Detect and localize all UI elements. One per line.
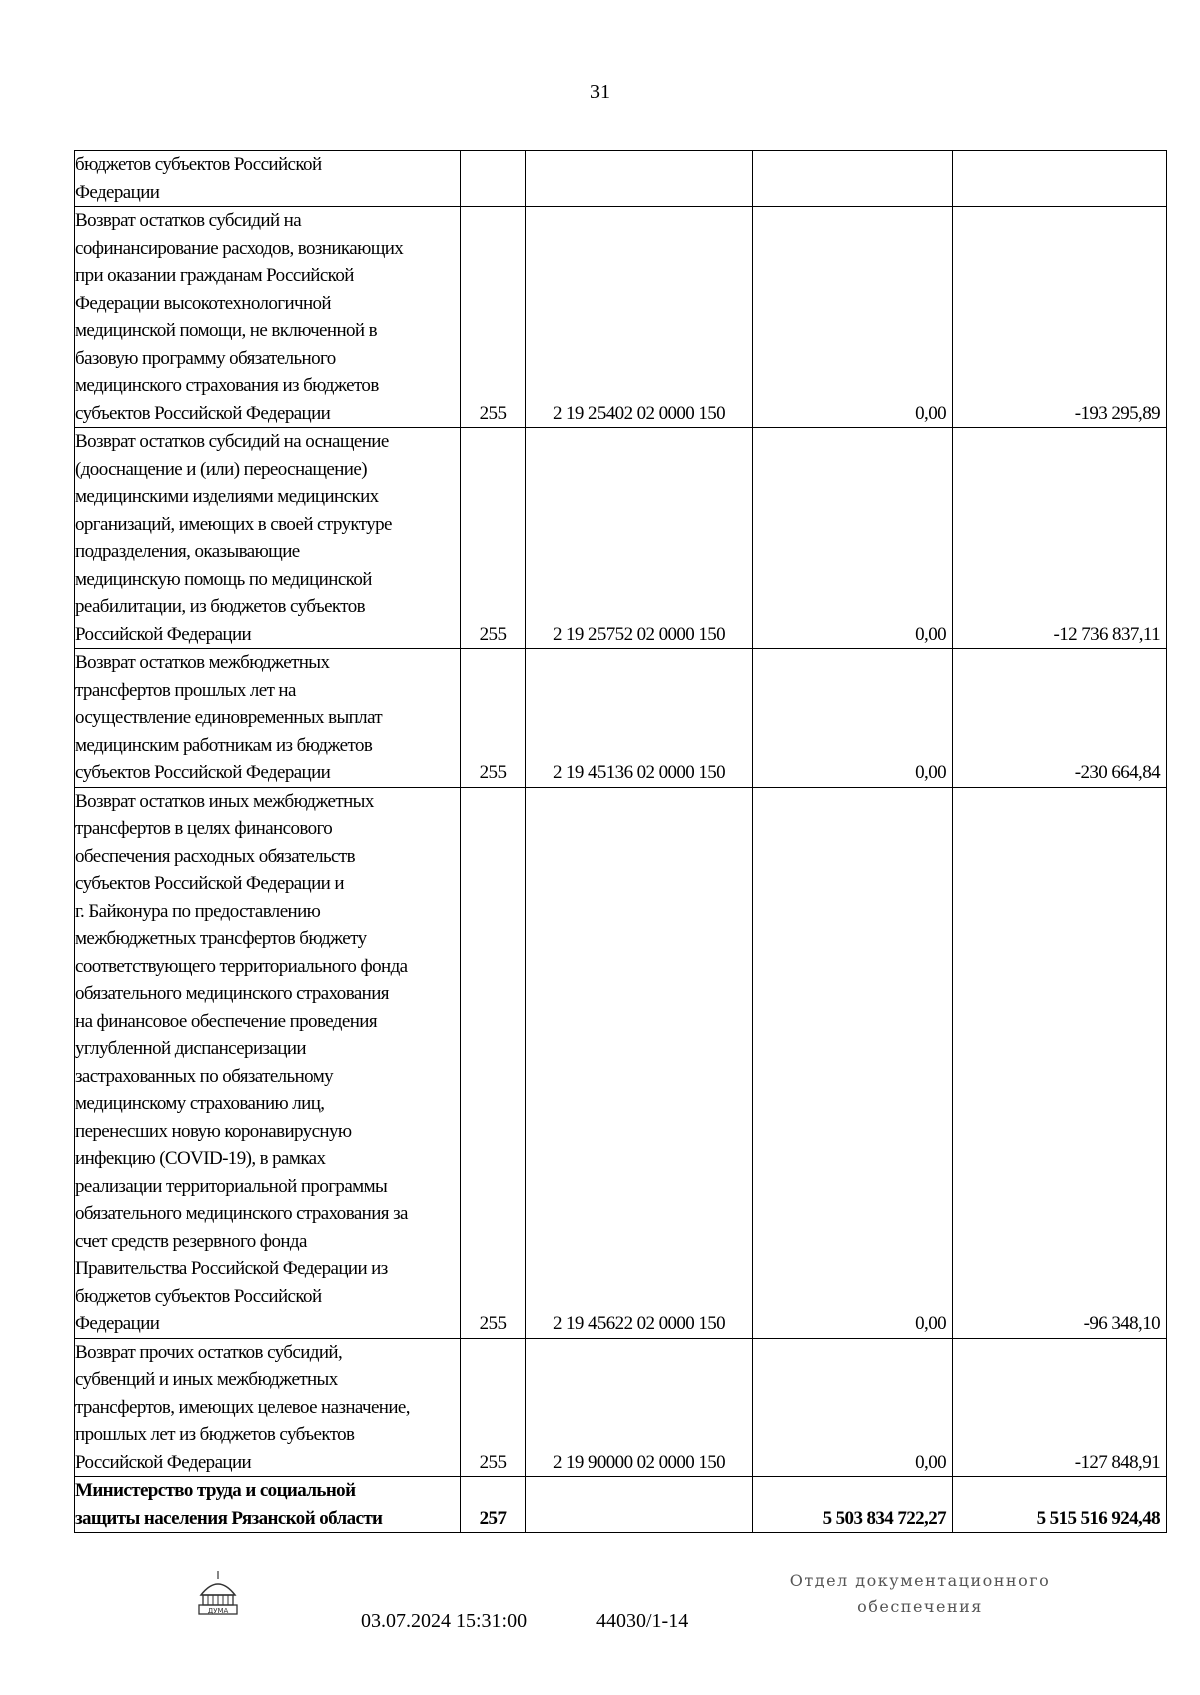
footer-reg-number: 44030/1-14 xyxy=(596,1610,689,1632)
row-name-cell xyxy=(75,428,461,649)
row-code-cell: 255 xyxy=(461,207,526,428)
row-fact-cell: -12 736 837,11 xyxy=(953,428,1167,649)
stamp-line-1: Отдел документационного xyxy=(789,1571,1051,1590)
row-code-cell: 255 xyxy=(461,428,526,649)
row-name-line: углубленной диспансеризации xyxy=(75,1038,306,1059)
row-name-line: базовую программу обязательного xyxy=(75,347,336,369)
row-fact-cell: -127 848,91 xyxy=(953,1338,1167,1477)
row-name-line: субъектов Российской Федерации xyxy=(75,762,331,783)
table-row xyxy=(75,151,1167,207)
table-row xyxy=(75,649,1167,788)
row-name-line: бюджетов субъектов Российской xyxy=(75,1285,322,1307)
row-name-line: обязательного медицинского страхования xyxy=(75,983,389,1004)
row-name-line: Возврат остатков субсидий на xyxy=(75,210,302,231)
row-plan-cell: 0,00 xyxy=(753,649,953,788)
row-fact-cell xyxy=(953,151,1167,207)
row-name-line: Федерации xyxy=(75,181,160,203)
table-row xyxy=(75,787,1167,1338)
row-name-line: Российской Федерации xyxy=(75,623,252,645)
row-code-cell xyxy=(461,151,526,207)
row-name-line: реабилитации, из бюджетов субъектов xyxy=(75,596,366,617)
row-name-line: межбюджетных трансфертов бюджету xyxy=(75,928,367,949)
row-name-cell xyxy=(75,649,461,788)
row-name-line: при оказании гражданам Российской xyxy=(75,265,354,286)
row-code-cell: 255 xyxy=(461,1338,526,1477)
row-name-line: прошлых лет из бюджетов субъектов xyxy=(75,1424,355,1445)
row-name-line: Возврат остатков субсидий на оснащение xyxy=(75,431,389,452)
row-fact-cell: -193 295,89 xyxy=(953,207,1167,428)
row-name-line: подразделения, оказывающие xyxy=(75,541,300,562)
row-name-line: обязательного медицинского страхования за xyxy=(75,1203,408,1224)
row-name-cell xyxy=(75,1338,461,1477)
row-fact-cell: -96 348,10 xyxy=(953,787,1167,1338)
row-name-cell xyxy=(75,207,461,428)
row-name-line: Федерации xyxy=(75,1313,160,1334)
row-kbk-cell: 2 19 45136 02 0000 150 xyxy=(526,649,753,788)
row-name-line: осуществление единовременных выплат xyxy=(75,707,383,728)
row-name-line: субъектов Российской Федерации и xyxy=(75,873,344,894)
row-kbk-cell xyxy=(526,1477,753,1533)
row-name-line: обеспечения расходных обязательств xyxy=(75,845,355,867)
row-name-line: трансфертов прошлых лет на xyxy=(75,679,296,701)
row-name-line: г. Байконура по предоставлению xyxy=(75,900,321,922)
row-kbk-cell xyxy=(526,151,753,207)
duma-logo-icon xyxy=(193,1567,243,1617)
row-name-line: медицинским работникам из бюджетов xyxy=(75,734,373,756)
row-name-line: Возврат прочих остатков субсидий, xyxy=(75,1341,343,1363)
row-name-line: застрахованных по обязательному xyxy=(75,1065,334,1087)
page-number: 31 xyxy=(590,81,610,103)
row-code-cell: 255 xyxy=(461,787,526,1338)
row-fact-cell: -230 664,84 xyxy=(953,649,1167,788)
table-row xyxy=(75,1338,1167,1477)
row-name-cell xyxy=(75,151,461,207)
row-plan-cell: 0,00 xyxy=(753,207,953,428)
row-name-line: медицинского страхования из бюджетов xyxy=(75,375,379,396)
row-name-line: Министерство труда и социальной xyxy=(75,1480,356,1501)
row-name-line: счет средств резервного фонда xyxy=(75,1230,307,1252)
row-name-line: перенесших новую коронавирусную xyxy=(75,1120,352,1142)
row-name-line: трансфертов, имеющих целевое назначение, xyxy=(75,1396,410,1418)
row-code-cell: 255 xyxy=(461,649,526,788)
row-plan-cell: 5 503 834 722,27 xyxy=(753,1477,953,1533)
row-code-cell: 257 xyxy=(461,1477,526,1533)
row-kbk-cell: 2 19 45622 02 0000 150 xyxy=(526,787,753,1338)
row-name-line: инфекцию (COVID-19), в рамках xyxy=(75,1148,326,1169)
row-name-cell xyxy=(75,1477,461,1533)
row-plan-cell: 0,00 xyxy=(753,428,953,649)
row-kbk-cell: 2 19 25752 02 0000 150 xyxy=(526,428,753,649)
row-kbk-cell: 2 19 90000 02 0000 150 xyxy=(526,1338,753,1477)
row-plan-cell: 0,00 xyxy=(753,787,953,1338)
row-name-line: медицинскую помощь по медицинской xyxy=(75,568,372,590)
row-name-line: Возврат остатков иных межбюджетных xyxy=(75,790,374,812)
row-name-cell xyxy=(75,787,461,1338)
row-name-line: субвенций и иных межбюджетных xyxy=(75,1369,338,1390)
row-name-line: Возврат остатков межбюджетных xyxy=(75,652,330,673)
row-name-line: организаций, имеющих в своей структуре xyxy=(75,513,392,535)
row-kbk-cell: 2 19 25402 02 0000 150 xyxy=(526,207,753,428)
row-name-line: субъектов Российской Федерации xyxy=(75,402,331,424)
footer-datetime: 03.07.2024 15:31:00 xyxy=(361,1610,528,1632)
table-body xyxy=(75,151,1167,1533)
row-name-line: Правительства Российской Федерации из xyxy=(75,1258,388,1279)
table-row xyxy=(75,1477,1167,1533)
row-name-line: соответствующего территориального фонда xyxy=(75,955,408,977)
department-stamp xyxy=(770,1568,1070,1620)
revenue-table xyxy=(74,150,1167,1533)
row-name-line: трансфертов в целях финансового xyxy=(75,818,333,839)
row-name-line: медицинской помощи, не включенной в xyxy=(75,320,378,341)
row-name-line: реализации территориальной программы xyxy=(75,1175,388,1197)
stamp-line-2: обеспечения xyxy=(857,1597,983,1616)
row-name-line: на финансовое обеспечение проведения xyxy=(75,1010,377,1032)
table-row xyxy=(75,428,1167,649)
row-name-line: Российской Федерации xyxy=(75,1451,252,1473)
row-plan-cell: 0,00 xyxy=(753,1338,953,1477)
row-name-line: бюджетов субъектов Российской xyxy=(75,154,322,175)
row-fact-cell: 5 515 516 924,48 xyxy=(953,1477,1167,1533)
row-name-line: медицинскому страхованию лиц, xyxy=(75,1093,325,1114)
svg-text:ДУМА: ДУМА xyxy=(207,1607,229,1615)
table-row xyxy=(75,207,1167,428)
row-name-line: (дооснащение и (или) переоснащение) xyxy=(75,458,367,480)
row-name-line: софинансирование расходов, возникающих xyxy=(75,237,404,259)
row-name-line: Федерации высокотехнологичной xyxy=(75,292,332,314)
row-plan-cell xyxy=(753,151,953,207)
row-name-line: медицинскими изделиями медицинских xyxy=(75,486,379,507)
row-name-line: защиты населения Рязанской области xyxy=(75,1507,383,1529)
